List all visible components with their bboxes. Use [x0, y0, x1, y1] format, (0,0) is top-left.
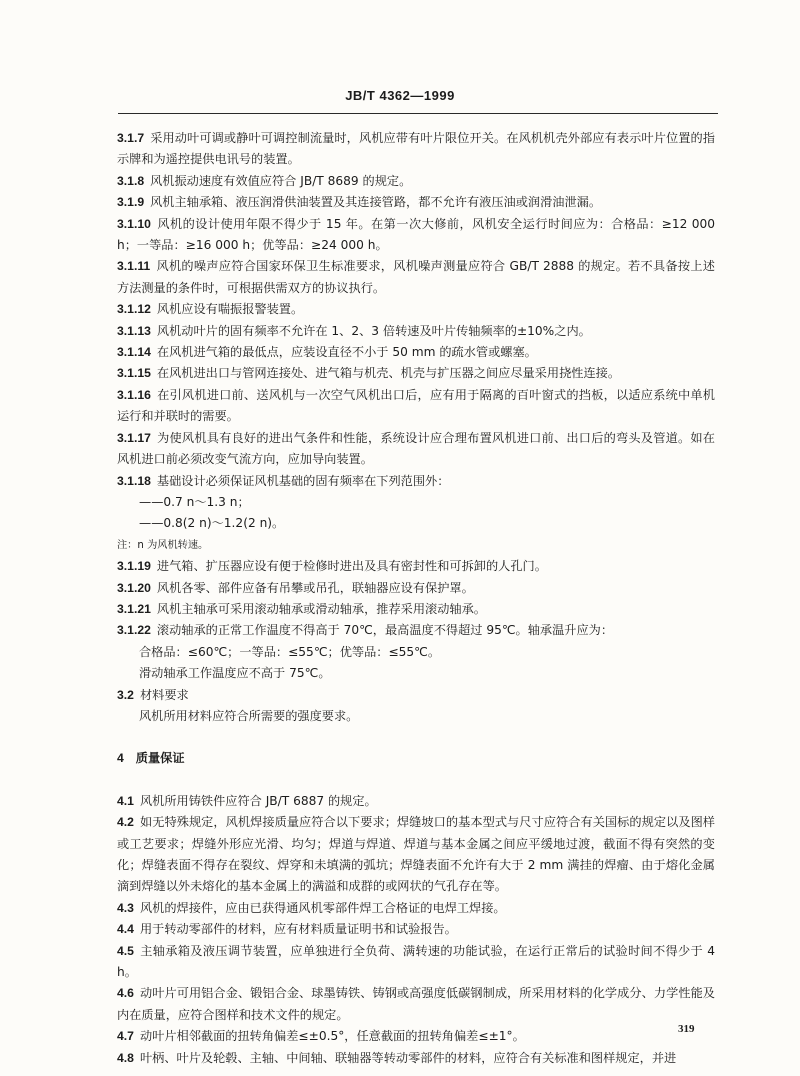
- paragraph-4-3: [117, 898, 715, 919]
- paragraph-4-5: [117, 941, 715, 984]
- clause-text: 滚动轴承的正常工作温度不得高于 70℃，最高温度不得超过 95℃。轴承温升应为：: [156, 623, 614, 638]
- paragraph-3-1-19: [117, 556, 715, 577]
- clause-text: 在风机进气箱的最低点，应装设直径不小于 50 mm 的疏水管或螺塞。: [156, 345, 537, 360]
- clause-text: 叶柄、叶片及轮毂、主轴、中间轴、联轴器等转动零部件的材料，应符合有关标准和图样规定，并进: [139, 1050, 677, 1065]
- clause-text: 主轴承箱及液压调节装置，应单独进行全负荷、满转速的功能试验，在运行正常后的试验时间不得少于 4 h。: [117, 943, 715, 980]
- dash-item: ——0.7 n～1.3 n；: [139, 494, 250, 509]
- paragraph-4-7: [117, 1026, 715, 1047]
- clause-text: 风机主轴承可采用滚动轴承或滑动轴承，推荐采用滚动轴承。: [156, 601, 486, 616]
- temperature-grades: 合格品：≤60℃；一等品：≤55℃；优等品：≤55℃。: [139, 644, 441, 659]
- paragraph-3-1-22: [117, 620, 715, 641]
- clause-number: 3.1.9: [117, 195, 145, 210]
- clause-number: 3.1.20: [117, 580, 151, 595]
- paragraph-3-1-8: [117, 171, 715, 192]
- clause-number: 3.1.7: [117, 131, 145, 145]
- paragraph-4-6: [117, 983, 715, 1026]
- clause-text: 风机的焊接件，应由已获得通风机零部件焊工合格证的电焊工焊接。: [139, 900, 506, 915]
- clause-text: 进气箱、扩压器应设有便于检修时进出及具有密封性和可拆卸的人孔门。: [156, 559, 547, 574]
- clause-text: 风机的噪声应符合国家环保卫生标准要求，风机噪声测量应符合 GB/T 2888 的规定。若不具备按上述方法测量的条件时，可根据供需双方的协议执行。: [117, 259, 715, 295]
- section-3-2-body: 风机所用材料应符合所需要的强度要求。: [139, 708, 359, 723]
- section-title: 质量保证: [135, 751, 185, 766]
- clause-text: 如无特殊规定，风机焊接质量应符合以下要求；焊缝坡口的基本型式与尺寸应符合有关国标的规定以及图样或工艺要求；焊缝外形应光滑、均匀；焊道与焊道、焊道与基本金属之间应平缓地过渡，截面不得有突然的变化；焊缝表面不得存在裂纹、焊穿和未填满的弧坑；焊缝表面不允许有大于 2 mm 满挂的焊瘤、由于熔化金属滴到焊缝以外未熔化的基本金属上的满溢和成群的或网状的气孔存在等。: [117, 815, 715, 894]
- paragraph-4-1: [117, 791, 715, 812]
- sliding-bearing-temp: 滑动轴承工作温度应不高于 75℃。: [139, 666, 331, 681]
- clause-text: 风机所用铸铁件应符合 JB/T 6887 的规定。: [139, 793, 377, 808]
- section-4-heading: [117, 748, 715, 769]
- clause-number: 3.1.16: [117, 387, 151, 402]
- clause-text: 风机各零、部件应备有吊攀或吊孔，联轴器应设有保护罩。: [156, 580, 474, 595]
- clause-text: 为使风机具有良好的进出气条件和性能，系统设计应合理布置风机进口前、出口后的弯头及管道。如在风机进口前必须改变气流方向，应加导向装置。: [117, 430, 715, 467]
- clause-text: 基础设计必须保证风机基础的固有频率在下列范围外：: [156, 473, 450, 488]
- paragraph-3-1-20: [117, 578, 715, 599]
- paragraph-3-1-17: [117, 428, 715, 471]
- paragraph-3-1-9: [117, 192, 715, 213]
- clause-number: 3.1.21: [117, 601, 151, 616]
- clause-number: 3.1.8: [117, 173, 145, 188]
- spacer: [117, 727, 715, 748]
- clause-text: 在引风机进口前、送风机与一次空气风机出口后，应有用于隔离的百叶窗式的挡板，以适应系统中单机运行和并联时的需要。: [117, 387, 715, 424]
- paragraph-3-1-12: [117, 299, 715, 320]
- note: 注：n 为风机转速。: [117, 539, 209, 551]
- clause-number: 3.1.14: [117, 345, 151, 360]
- clause-number: 3.1.19: [117, 559, 151, 574]
- clause-number: 3.1.22: [117, 623, 151, 638]
- clause-text: 风机振动速度有效值应符合 JB/T 8689 的规定。: [150, 173, 412, 188]
- paragraph-4-2: [117, 812, 715, 898]
- page-content: [117, 128, 715, 1069]
- section-title: 材料要求: [139, 687, 189, 702]
- section-3-2-heading: [117, 685, 715, 706]
- clause-text: 风机应设有喘振报警装置。: [156, 302, 304, 317]
- paragraph-4-4: [117, 919, 715, 940]
- clause-number: 3.1.18: [117, 473, 151, 488]
- paragraph-3-1-21: [117, 599, 715, 620]
- clause-text: 用于转动零部件的材料，应有材料质量证明书和试验报告。: [139, 922, 457, 937]
- page-number: 319: [678, 1023, 695, 1035]
- page-header: JB/T 4362—1999: [345, 88, 455, 103]
- paragraph-3-1-14: [117, 342, 715, 363]
- spacer: [117, 770, 715, 791]
- clause-text: 动叶片可用铝合金、锻铝合金、球墨铸铁、铸钢或高强度低碳钢制成，所采用材料的化学成分、力学性能及内在质量，应符合图样和技术文件的规定。: [117, 986, 715, 1022]
- paragraph-4-8: [117, 1048, 715, 1069]
- clause-number: 3.1.12: [117, 302, 151, 317]
- clause-number: 4.5: [117, 943, 134, 958]
- header-rule: [118, 113, 718, 114]
- clause-number: 3.1.17: [117, 430, 151, 445]
- clause-text: 动叶片相邻截面的扭转角偏差≤±0.5°，任意截面的扭转角偏差≤±1°。: [139, 1029, 525, 1044]
- clause-number: 3.1.11: [117, 259, 151, 274]
- paragraph-3-1-16: [117, 385, 715, 428]
- clause-number: 4.4: [117, 922, 134, 937]
- clause-number: 3.1.10: [117, 216, 151, 231]
- paragraph-3-1-10: [117, 214, 715, 257]
- section-number: 4: [117, 751, 124, 766]
- paragraph-3-1-15: [117, 363, 715, 384]
- clause-text: 风机主轴承箱、液压润滑供油装置及其连接管路，都不允许有液压油或润滑油泄漏。: [150, 195, 602, 210]
- clause-number: 4.3: [117, 900, 134, 915]
- paragraph-3-1-18: [117, 471, 715, 492]
- clause-number: 4.1: [117, 793, 134, 808]
- clause-text: 采用动叶可调或静叶可调控制流量时，风机应带有叶片限位开关。在风机机壳外部应有表示叶片位置的指示牌和为遥控提供电讯号的装置。: [117, 131, 715, 167]
- clause-number: 4.8: [117, 1050, 134, 1065]
- clause-number: 4.6: [117, 986, 134, 1001]
- clause-text: 风机的设计使用年限不得少于 15 年。在第一次大修前，风机安全运行时间应为：合格品：≥12 000 h；一等品：≥16 000 h；优等品：≥24 000 h。: [117, 216, 715, 253]
- clause-number: 3.1.13: [117, 323, 151, 338]
- dash-item: ——0.8(2 n)～1.2(2 n)。: [139, 516, 285, 531]
- clause-text: 在风机进出口与管网连接处、进气箱与机壳、机壳与扩压器之间应尽量采用挠性连接。: [156, 366, 621, 381]
- clause-text: 风机动叶片的固有频率不允许在 1、2、3 倍转速及叶片传轴频率的±10%之内。: [156, 323, 591, 338]
- clause-number: 3.1.15: [117, 366, 151, 381]
- clause-number: 4.2: [117, 815, 134, 830]
- clause-number: 3.2: [117, 687, 134, 702]
- clause-number: 4.7: [117, 1029, 134, 1044]
- paragraph-3-1-7: [117, 128, 715, 171]
- paragraph-3-1-11: [117, 256, 715, 299]
- paragraph-3-1-13: [117, 321, 715, 342]
